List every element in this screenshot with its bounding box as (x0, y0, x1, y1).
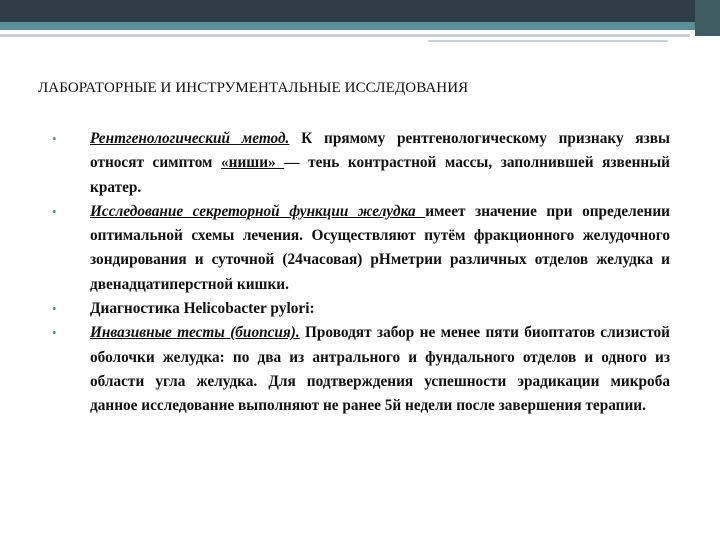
corner-accent (695, 0, 720, 36)
bullet-icon: • (52, 325, 57, 341)
top-decor-band (0, 0, 720, 22)
top-decor-strip (0, 22, 720, 30)
item-lead: Рентгенологический метод. (90, 130, 290, 147)
item-text-cont: — тень контрастной массы, заполнившей язвенный кратер. (90, 154, 670, 196)
item-text: Проводят забор не менее пяти биоптатов слизистой оболочки желудка: по два из антрального и фундального отделов и одного из области угла желудка. Для подтверждения успешности эрадикации микроба данное исследование выполняют не ранее 5й недели после завершения терапии. (90, 324, 670, 415)
item-text: К прямому рентгенологическому признаку язвы относят симптом (90, 130, 670, 172)
item-text: имеет значение при определении оптимальной схемы лечения. Осуществляют путём фракционного желудочного зондирования и суточной (24часовая) рНметрии различных отделов желудка и двенадцатиперстной кишки. (90, 202, 670, 293)
slide-title: ЛАБОРАТОРНЫЕ И ИНСТРУМЕНТАЛЬНЫЕ ИССЛЕДОВАНИЯ (38, 80, 469, 96)
header-divider (0, 34, 690, 37)
list-item-invasive (52, 321, 670, 418)
list-item-secretory (52, 200, 670, 297)
item-text: Диагностика Helicobacter pylori: (90, 300, 315, 318)
bullet-icon: • (52, 301, 57, 317)
bullet-list (52, 127, 670, 419)
list-item-helicobacter (52, 297, 670, 321)
header-divider-short (428, 40, 668, 42)
item-lead: Исследование секреторной функции желудка (90, 202, 426, 220)
bullet-icon: • (52, 203, 57, 219)
item-lead: Инвазивные тесты (биопсия). (90, 324, 300, 342)
bullet-icon: • (52, 131, 57, 146)
item-quote: «ниши» (221, 154, 285, 172)
list-item-xray (52, 127, 670, 200)
